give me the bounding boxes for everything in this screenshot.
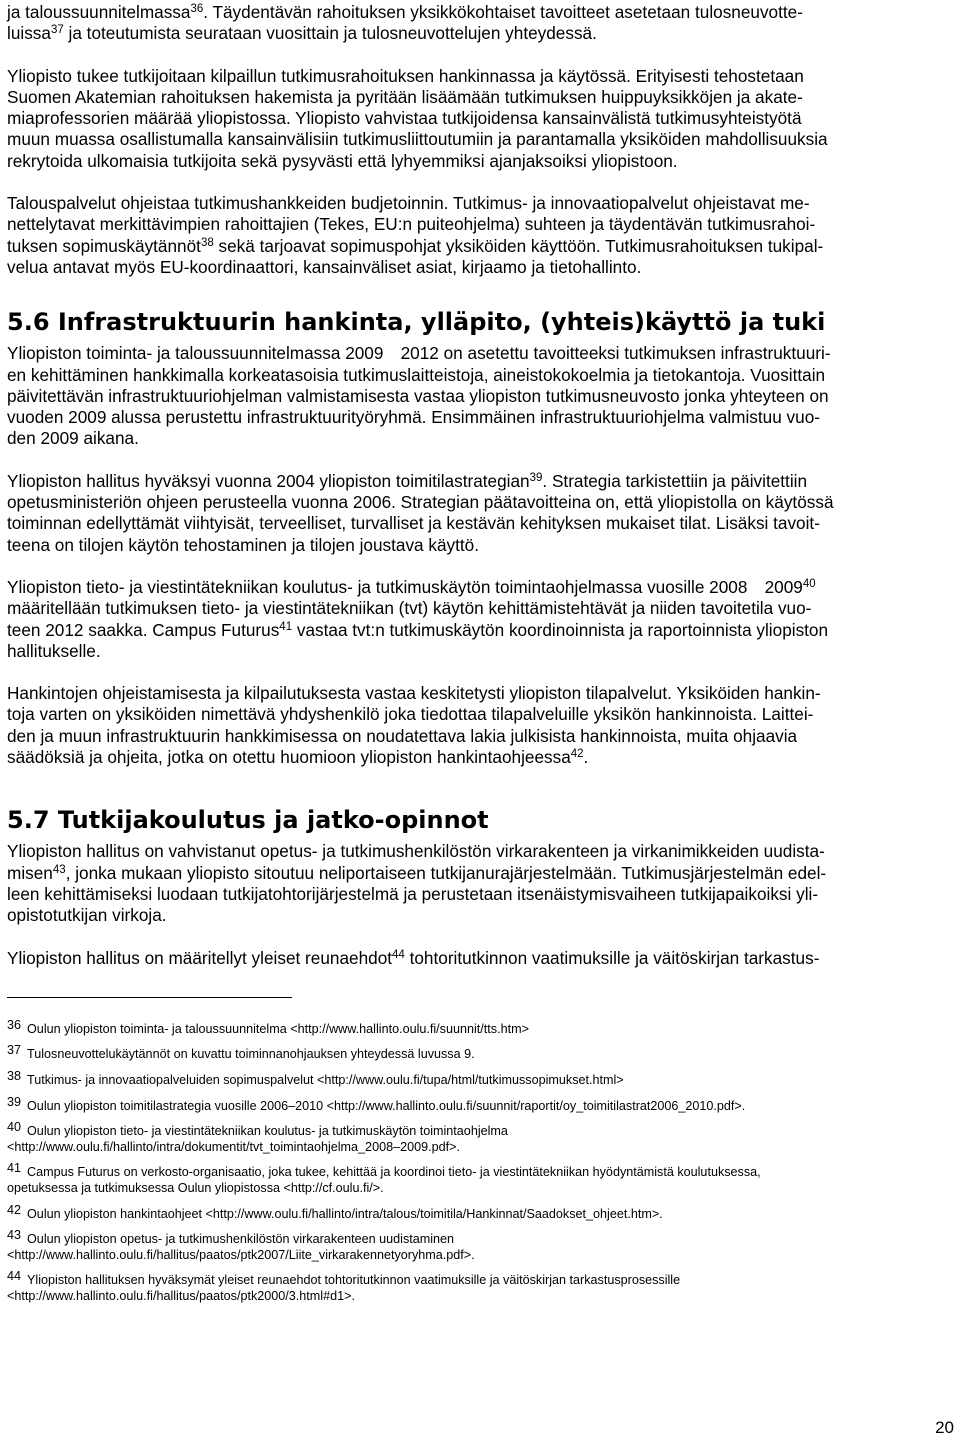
text-segment: . Strategia tarkistettiin ja päivitettiin: [542, 470, 808, 491]
text-segment: teen 2012 saakka. Campus Futurus: [7, 619, 280, 640]
text-segment: leen kehittämiseksi luodaan tutkijatohtorijärjestelmä ja perustetaan itsenäistymisvaiheen tutkijapaikoiksi yli-: [7, 883, 819, 904]
text-line: [7, 747, 951, 768]
text-segment: teena on tilojen käytön tehostaminen ja tilojen joustava käyttö.: [7, 534, 480, 555]
footnote: [7, 1161, 951, 1196]
footnote-number: 44: [7, 1269, 22, 1284]
text-segment: velua antavat myös EU-koordinaattori, kansainväliset asiat, kirjaamo ja tietohallinto.: [7, 256, 642, 277]
text-line: [7, 948, 951, 969]
text-line: [7, 620, 951, 641]
text-line: [7, 87, 951, 108]
text-line: [7, 151, 951, 172]
footnote-line: [7, 1228, 951, 1248]
footnote-text: Oulun yliopiston tieto- ja viestintätekniikan koulutus- ja tutkimuskäytön toimintaohjelma: [27, 1124, 508, 1139]
footnote-line: [7, 1181, 951, 1197]
footnote-text: Oulun yliopiston opetus- ja tutkimushenkilöstön virkarakenteen uudistaminen: [27, 1232, 455, 1247]
text-segment: en kehittäminen hankkimalla korkeatasoisia tutkimuslaitteistoja, aineistokokoelmia ja tietokantoja. Vuosittain: [7, 364, 826, 385]
text-segment: opistotutkijan virkoja.: [7, 905, 167, 926]
footnote: [7, 1095, 951, 1115]
text-segment: Suomen Akatemian rahoituksen hakemista ja pyritään lisäämään tutkimuksen huippuyksikköjen ja akate-: [7, 86, 803, 107]
footnote-number: 42: [7, 1202, 22, 1217]
text-segment: vuoden 2009 alussa perustettu infrastruktuurityöryhmä. Ensimmäinen infrastruktuuriohjelma valmistuu vuo-: [7, 407, 820, 428]
text-line: [7, 577, 951, 598]
text-line: [7, 257, 951, 278]
text-line: [7, 471, 951, 492]
text-segment: misen: [7, 862, 53, 883]
paragraph-doctoral-requirements: [7, 948, 951, 969]
text-segment: toja varten on yksiköiden nimettävä yhdyshenkilö joka tiedottaa tilapalveluille yksikön hankinnoista. Laittei-: [7, 704, 814, 725]
text-line: [7, 884, 951, 905]
text-line: [7, 193, 951, 214]
text-line: [7, 535, 951, 556]
text-line: [7, 23, 951, 44]
text-segment: den 2009 aikana.: [7, 428, 139, 449]
footnote-text: Tutkimus- ja innovaatiopalveluiden sopimuspalvelut <http://www.oulu.fi/tupa/html/tutkimussopimukset.html>: [27, 1072, 624, 1087]
footnote-reference: 40: [802, 577, 816, 590]
text-segment: Yliopisto tukee tutkijoitaan kilpaillun tutkimusrahoituksen hankinnassa ja käytössä. Erityisesti tehostetaan: [7, 65, 804, 86]
paragraph-research-funding-support: [7, 66, 951, 172]
footnote-reference: 42: [570, 748, 584, 761]
text-line: [7, 683, 951, 704]
text-segment: ja taloussuunnitelmassa: [7, 2, 191, 22]
footnote-text: Campus Futurus on verkosto-organisaatio, joka tukee, kehittää ja koordinoi tieto- ja viestintätekniikan hyödyntämistä koulutuksessa,: [27, 1165, 761, 1180]
footnote-text: Yliopiston hallituksen hyväksymät yleiset reunaehdot tohtoritutkinnon vaatimuksille ja väitöskirjan tarkastusprosessille: [27, 1273, 681, 1288]
footnote-line: [7, 1269, 951, 1289]
text-segment: tuksen sopimuskäytännöt: [7, 235, 201, 256]
text-segment: miaprofessorien määrää yliopistossa. Yliopisto vahvistaa tutkijoidensa kansainvälistä tutkimusyhteistyötä: [7, 108, 802, 129]
text-line: [7, 2, 951, 23]
footnote-line: [7, 1161, 951, 1181]
text-segment: toiminnan edellyttämät viihtyisät, terveelliset, turvalliset ja kestävän kehityksen mukaiset tilat. Lisäksi tavoit-: [7, 513, 820, 534]
footnote-reference: 44: [392, 948, 405, 961]
footnote-text: <http://www.hallinto.oulu.fi/hallitus/paatos/ptk2007/Liite_virkarakennetyoryhma.pdf>.: [7, 1247, 475, 1262]
text-segment: Yliopiston hallitus hyväksyi vuonna 2004 yliopiston toimitilastrategian: [7, 470, 530, 491]
text-segment: . Täydentävän rahoituksen yksikkökohtaiset tavoitteet asetetaan tulosneuvotte-: [203, 2, 803, 22]
footnote: [7, 1018, 951, 1038]
paragraph-procurement: [7, 683, 951, 768]
text-line: [7, 598, 951, 619]
text-line: [7, 726, 951, 747]
text-line: [7, 905, 951, 926]
paragraph-facilities-strategy: [7, 471, 951, 556]
text-line: [7, 214, 951, 235]
footnote-text: <http://www.hallinto.oulu.fi/hallitus/paatos/ptk2000/3.html#d1>.: [7, 1288, 355, 1303]
section-heading-5-7: 5.7 Tutkijakoulutus ja jatko-opinnot: [7, 806, 489, 835]
text-segment: nettelytavat merkittävimpien rahoittajien (Tekes, EU:n puiteohjelma) suhteen ja täydentävän tutkimusrahoi-: [7, 214, 816, 235]
footnote-line: [7, 1140, 951, 1156]
text-segment: sekä tarjoavat sopimuspohjat yksiköiden käyttöön. Tutkimusrahoituksen tukipal-: [213, 235, 824, 256]
footnote-reference: 37: [50, 24, 64, 37]
text-segment: Talouspalvelut ohjeistaa tutkimushankkeiden budjetoinnin. Tutkimus- ja innovaatiopalvelut ohjeistavat me-: [7, 193, 810, 214]
footnote-line: [7, 1248, 951, 1264]
text-segment: vastaa tvt:n tutkimuskäytön koordinoinnista ja raportoinnista yliopiston: [292, 619, 829, 640]
text-segment: hallitukselle.: [7, 640, 101, 661]
footnote-number: 41: [7, 1161, 22, 1176]
text-segment: Yliopiston hallitus on määritellyt yleiset reunaehdot: [7, 947, 393, 968]
text-line: [7, 129, 951, 150]
footnote-text: Oulun yliopiston toimitilastrategia vuosille 2006–2010 <http://www.hallinto.oulu.fi/suunnit/raportit/oy_toimitilastrat2006_2010.pdf>.: [27, 1098, 746, 1113]
text-line: [7, 863, 951, 884]
footnote-text: opetuksessa ja tutkimuksessa Oulun yliopistossa <http://cf.oulu.fi/>.: [7, 1180, 384, 1195]
text-segment: Yliopiston toiminta- ja taloussuunnitelmassa 2009 2012 on asetettu tavoitteeksi tutkimuksen infrastruktuuri-: [7, 343, 831, 364]
footnotes: [7, 1018, 951, 1305]
footnote-number: 43: [7, 1228, 22, 1243]
text-line: [7, 704, 951, 725]
text-line: [7, 108, 951, 129]
footnote-reference: 41: [279, 620, 293, 633]
text-segment: muun muassa osallistumalla kansainvälisiin tutkimusliittoutumiin ja parantamalla yksiköiden mahdollisuuksia: [7, 129, 828, 150]
text-segment: ja toteutumista seurataan vuosittain ja tulosneuvottelujen yhteydessä.: [63, 23, 597, 44]
paragraph-researcher-career: [7, 841, 951, 926]
text-segment: den ja muun infrastruktuurin hankkimisessa on noudatettava lakia julkisista hankinnoista, muita ohjaavia: [7, 725, 798, 746]
paragraph-ict-programme: [7, 577, 951, 662]
footnote-number: 37: [7, 1043, 22, 1058]
footnote-text: Oulun yliopiston toiminta- ja taloussuunnitelma <http://www.hallinto.oulu.fi/suunnit/tts.htm>: [27, 1021, 529, 1036]
footnote-line: [7, 1203, 951, 1223]
footnote-line: [7, 1069, 951, 1089]
footnote-reference: 38: [200, 236, 214, 249]
text-line: [7, 343, 951, 364]
text-segment: Yliopiston hallitus on vahvistanut opetus- ja tutkimushenkilöstön virkarakenteen ja virkanimikkeiden uudista-: [7, 841, 825, 862]
text-segment: opetusministeriön ohjeen perusteella vuonna 2006. Strategian päätavoitteina on, että yliopistolla on käytössä: [7, 492, 834, 513]
text-line: [7, 492, 951, 513]
footnote-reference: 43: [52, 863, 66, 876]
footnote: [7, 1069, 951, 1089]
text-segment: tohtoritutkinnon vaatimuksille ja väitöskirjan tarkastus-: [404, 947, 820, 968]
footnote-number: 39: [7, 1094, 22, 1109]
text-line: [7, 407, 951, 428]
footnote-number: 36: [7, 1017, 22, 1032]
text-line: [7, 365, 951, 386]
text-segment: päivitettävän infrastruktuuriohjelman valmistamisesta vastaa yliopiston tutkimusneuvosto jonka yhteyteen on: [7, 385, 829, 406]
text-segment: Hankintojen ohjeistamisesta ja kilpailutuksesta vastaa keskitetysti yliopiston tilapalvelut. Yksiköiden hankin-: [7, 683, 821, 704]
paragraph-infrastructure-plan: [7, 343, 951, 449]
text-segment: säädöksiä ja ohjeita, jotka on otettu huomioon yliopiston hankintaohjeessa: [7, 747, 571, 768]
footnote-line: [7, 1043, 951, 1063]
text-line: [7, 428, 951, 449]
text-line: [7, 841, 951, 862]
text-line: [7, 513, 951, 534]
footnote: [7, 1228, 951, 1263]
footnote-number: 38: [7, 1068, 22, 1083]
paragraph-financial-services: [7, 193, 951, 278]
footnote: [7, 1203, 951, 1223]
text-segment: , jonka mukaan yliopisto sitoutuu neliportaiseen tutkijanurajärjestelmään. Tutkimusjärjestelmän edel-: [65, 862, 827, 883]
footnote-reference: 39: [529, 471, 543, 484]
text-line: [7, 236, 951, 257]
section-heading-5-6: 5.6 Infrastruktuurin hankinta, ylläpito, (yhteis)käyttö ja tuki: [7, 308, 826, 337]
footnote-line: [7, 1095, 951, 1115]
footnote-number: 40: [7, 1120, 22, 1135]
page-number: 20: [935, 1418, 954, 1437]
footnote-text: Tulosneuvottelukäytännöt on kuvattu toiminnanohjauksen yhteydessä luvussa 9.: [27, 1047, 475, 1062]
footnote-divider: [7, 997, 292, 998]
footnote-text: Oulun yliopiston hankintaohjeet <http://www.oulu.fi/hallinto/intra/talous/toimitila/Hankinnat/Saadokset_ohjeet.htm>.: [27, 1206, 663, 1221]
text-segment: rekrytoida ulkomaisia tutkijoita sekä pysyvästi että lyhyemmiksi ajanjaksoiksi yliopistoon.: [7, 150, 678, 171]
footnote-line: [7, 1120, 951, 1140]
footnote: [7, 1269, 951, 1304]
text-line: [7, 641, 951, 662]
text-segment: määritellään tutkimuksen tieto- ja viestintätekniikan (tvt) käytön kehittämistehtävät ja niiden tavoitetila vuo-: [7, 598, 812, 619]
footnote: [7, 1043, 951, 1063]
text-segment: .: [583, 747, 589, 768]
text-line: [7, 66, 951, 87]
footnote-text: <http://www.oulu.fi/hallinto/intra/dokumentit/tvt_toimintaohjelma_2008–2009.pdf>.: [7, 1139, 460, 1154]
text-line: [7, 386, 951, 407]
footnote-reference: 36: [190, 3, 204, 15]
footnote-line: [7, 1018, 951, 1038]
text-segment: Yliopiston tieto- ja viestintätekniikan koulutus- ja tutkimuskäytön toimintaohjelmassa vuosille 2008 2009: [7, 576, 803, 597]
footnote-line: [7, 1289, 951, 1305]
document-page: [7, 0, 951, 1311]
paragraph-funding-targets: [7, 2, 951, 45]
footnote: [7, 1120, 951, 1155]
text-segment: luissa: [7, 23, 51, 44]
